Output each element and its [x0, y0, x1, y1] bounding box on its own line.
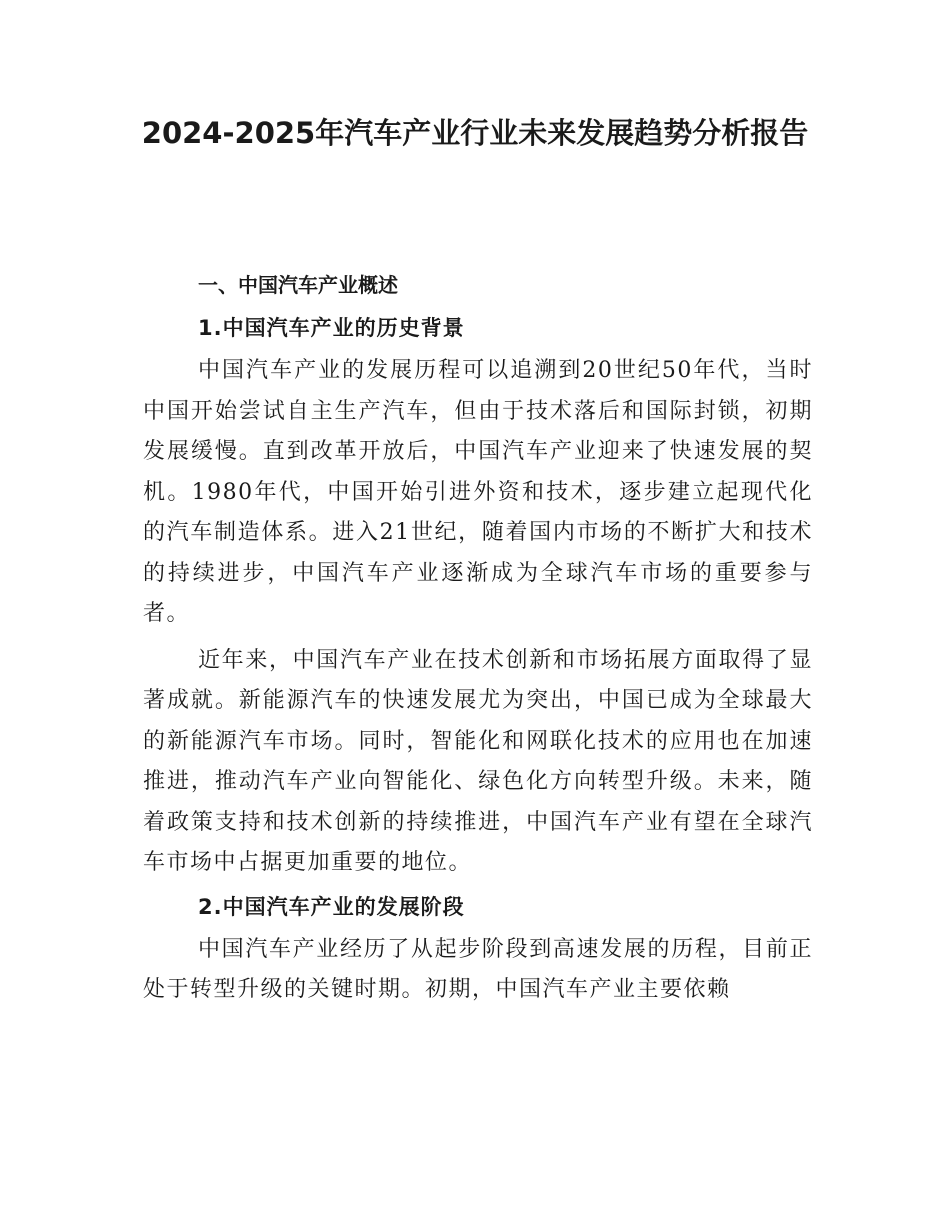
- subsection-heading: 2.中国汽车产业的发展阶段: [198, 894, 465, 919]
- document-body: [143, 265, 813, 1011]
- subsection-heading: 1.中国汽车产业的历史背景: [198, 316, 465, 340]
- section-heading: 一、中国汽车产业概述: [198, 273, 398, 297]
- body-paragraph: 中国汽车产业的发展历程可以追溯到20世纪50年代，当时中国开始尝试自主生产汽车，但由于技术落后和国际封锁，初期发展缓慢。直到改革开放后，中国汽车产业迎来了快速发展的契机。1980年代，中国开始引进外资和技术，逐步建立起现代化的汽车制造体系。进入21世纪，随着国内市场的不断扩大和技术的持续进步，中国汽车产业逐渐成为全球汽车市场的重要参与者。: [143, 358, 813, 626]
- body-paragraph: 近年来，中国汽车产业在技术创新和市场拓展方面取得了显著成就。新能源汽车的快速发展尤为突出，中国已成为全球最大的新能源汽车市场。同时，智能化和网联化技术的应用也在加速推进，推动汽车产业向智能化、绿色化方向转型升级。未来，随着政策支持和技术创新的持续推进，中国汽车产业有望在全球汽车市场中占据更加重要的地位。: [143, 647, 813, 875]
- document-title: 2024-2025年汽车产业行业未来发展趋势分析报告: [141, 116, 809, 150]
- body-paragraph: 中国汽车产业经历了从起步阶段到高速发展的历程，目前正处于转型升级的关键时期。初期，中国汽车产业主要依赖: [143, 936, 813, 1002]
